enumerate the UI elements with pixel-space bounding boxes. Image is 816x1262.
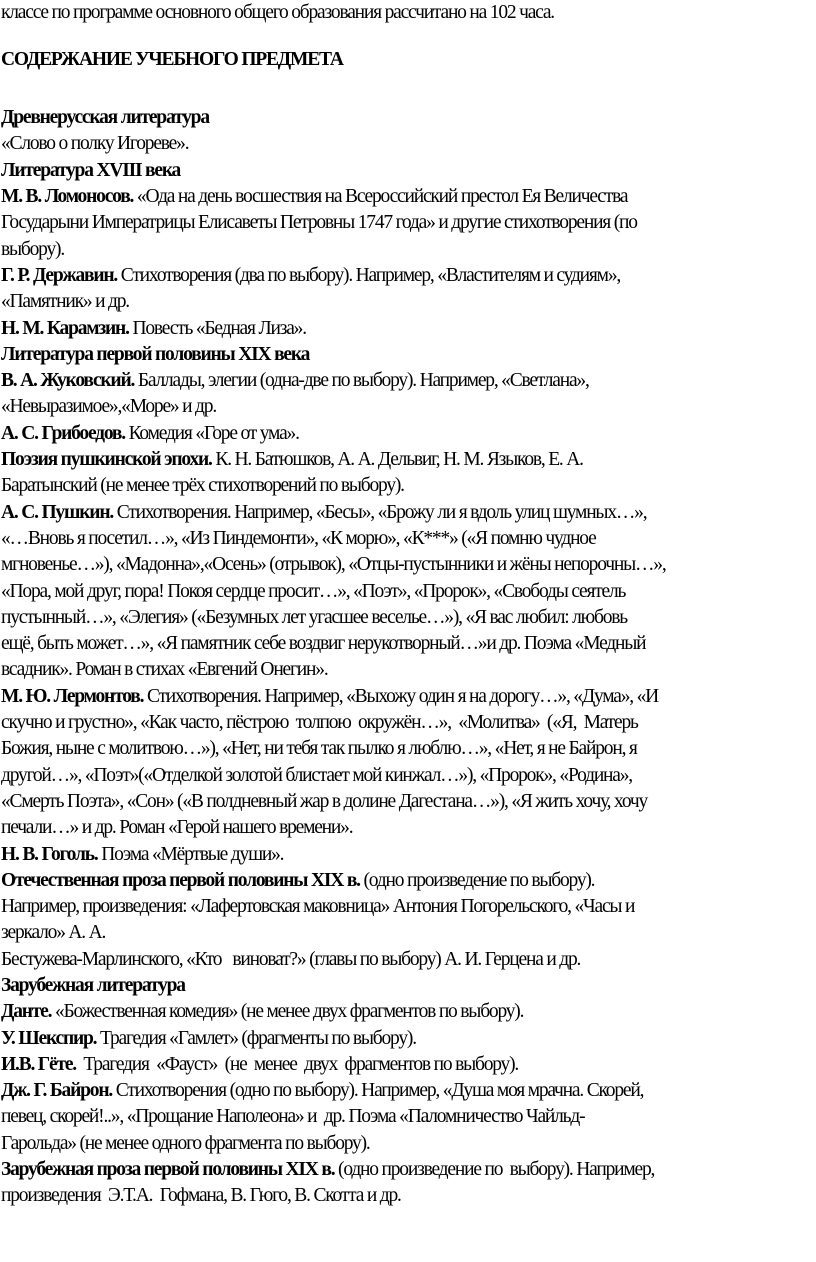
text-line: Трагедия «Фауст» (не менее двух фрагментов по выбору). xyxy=(75,1053,519,1075)
text-line: Трагедия «Гамлет» (фрагменты по выбору). xyxy=(96,1027,416,1049)
paragraph-byron xyxy=(1,1078,816,1104)
text-line: Стихотворения (два по выбору). Например, «Властителям и судиям», xyxy=(117,264,621,286)
text-line: Баратынский (не менее трёх стихотворений по выбору). xyxy=(1,475,404,497)
text-line: всадник». Роман в стихах «Евгений Онегин». xyxy=(1,659,328,681)
author-name: А. С. Грибоедов. xyxy=(1,422,125,444)
text-line: «Смерть Поэта», «Сон» («В полдневный жар в долине Дагестана…»), «Я жить хочу, хочу xyxy=(1,790,648,812)
paragraph-zhukovsky xyxy=(1,368,816,394)
author-name: Данте. xyxy=(1,1001,52,1023)
text-line: певец, скорей!..», «Прощание Наполеона» и др. Поэма «Паломничество Чайльд- xyxy=(1,1106,585,1128)
text-line: «Невыразимое»,«Море» и др. xyxy=(1,396,216,418)
paragraph-pushkin xyxy=(1,500,816,526)
text-line: Гарольда» (не менее одного фрагмента по выбору). xyxy=(1,1132,370,1154)
author-name: У. Шекспир. xyxy=(1,1027,97,1049)
text-line: Стихотворения. Например, «Выхожу один я на дорогу…», «Дума», «И xyxy=(143,685,659,707)
text-line: выбору). xyxy=(1,238,64,260)
heading-foreign: Зарубежная литература xyxy=(1,974,185,996)
text-line: печали…» и др. Роман «Герой нашего времени». xyxy=(1,817,353,839)
author-name: Н. В. Гоголь. xyxy=(1,843,98,865)
heading-xviii: Литература XVIII века xyxy=(1,159,181,181)
text-line: Баллады, элегии (одна-две по выбору). Например, «Светлана», xyxy=(134,370,589,392)
text-line: «…Вновь я посетил…», «Из Пиндемонти», «К морю», «К***» («Я помню чудное xyxy=(1,527,596,549)
heading-old-russian: Древнерусская литература xyxy=(1,107,209,129)
paragraph-gogol xyxy=(1,842,816,868)
text-line: К. Н. Батюшков, А. А. Дельвиг, Н. М. Языков, Е. А. xyxy=(211,449,583,471)
author-name: Г. Р. Державин. xyxy=(1,264,118,286)
paragraph-russian-prose xyxy=(1,868,816,894)
text-line: Поэма «Мёртвые души». xyxy=(97,843,284,865)
text-line: скучно и грустно», «Как часто, пёстрою толпою окружён…», «Молитва» («Я, Матерь xyxy=(1,712,638,734)
text-line: «Ода на день восшествия на Всероссийский престол Ея Величества xyxy=(133,186,628,208)
author-name: Дж. Г. Байрон. xyxy=(1,1080,113,1102)
text-line: Божия, ныне с молитвою…»), «Нет, ни тебя так пылко я люблю…», «Нет, я не Байрон, я xyxy=(1,738,637,760)
intro-line: классе по программе основного общего образования рассчитано на 102 часа. xyxy=(1,2,554,23)
text-line: (одно произведение по выбору). Например, xyxy=(334,1159,655,1181)
text-line: (одно произведение по выбору). xyxy=(359,869,595,891)
heading-xix-first-half: Литература первой половины XIX века xyxy=(1,343,310,365)
author-name: А. С. Пушкин. xyxy=(1,501,114,523)
author-name: М. Ю. Лермонтов. xyxy=(1,685,144,707)
paragraph-foreign-prose xyxy=(1,1157,816,1183)
paragraph-goethe xyxy=(1,1052,816,1078)
text-line: ещё, быть может…», «Я памятник себе воздвиг нерукотворный…»и др. Поэма «Медный xyxy=(1,633,646,655)
paragraph-griboedov xyxy=(1,421,816,447)
text-line: зеркало» А. А. xyxy=(1,922,106,944)
text-line: другой…», «Поэт»(«Отделкой золотой блистает мой кинжал…»), «Пророк», «Родина», xyxy=(1,764,632,786)
text-line: «Памятник» и др. xyxy=(1,291,129,313)
section-label: Отечественная проза первой половины XIX в. xyxy=(1,869,360,891)
text-line: Стихотворения. Например, «Бесы», «Брожу ли я вдоль улиц шумных…», xyxy=(113,501,647,523)
author-name: В. А. Жуковский. xyxy=(1,370,135,392)
text-line: Государыни Императрицы Елисаветы Петровны 1747 года» и другие стихотворения (по xyxy=(1,212,637,234)
text-line: произведения Э.Т.А. Гофмана, В. Гюго, В. Скотта и др. xyxy=(1,1185,401,1207)
section-label: Зарубежная проза первой половины XIX в. xyxy=(1,1159,335,1181)
author-name: М. В. Ломоносов. xyxy=(1,186,134,208)
text-line: «Пора, мой друг, пора! Покоя сердце просит…», «Поэт», «Пророк», «Свободы сеятель xyxy=(1,580,626,602)
paragraph-pushkin-epoch xyxy=(1,447,816,473)
text-line: Комедия «Горе от ума». xyxy=(124,422,299,444)
section-title: СОДЕРЖАНИЕ УЧЕБНОГО ПРЕДМЕТА xyxy=(1,48,343,70)
blank-line xyxy=(1,79,816,105)
paragraph-lomonosov xyxy=(1,184,816,210)
text-line: «Слово о полку Игореве». xyxy=(1,133,189,155)
text-line: Стихотворения (одно по выбору). Например, «Душа моя мрачна. Скорей, xyxy=(112,1080,644,1102)
text-line: Например, произведения: «Лафертовская маковница» Антония Погорельского, «Часы и xyxy=(1,896,635,918)
text-line: мгновенье…»), «Мадонна»,«Осень» (отрывок), «Отцы-пустынники и жёны непорочны…», xyxy=(1,554,666,576)
author-name: Н. М. Карамзин. xyxy=(1,317,129,339)
text-line: Бестужева-Марлинского, «Кто виноват?» (главы по выбору) А. И. Герцена и др. xyxy=(1,948,581,970)
text-line: пустынный…», «Элегия» («Безумных лет угасшее веселье…»), «Я вас любил: любовь xyxy=(1,606,627,628)
paragraph-karamzin xyxy=(1,316,816,342)
text-line: «Божественная комедия» (не менее двух фрагментов по выбору). xyxy=(51,1001,524,1023)
paragraph-dante xyxy=(1,999,816,1025)
section-label: Поэзия пушкинской эпохи. xyxy=(1,449,212,471)
author-name: И.В. Гёте. xyxy=(1,1053,76,1075)
paragraph-shakespeare xyxy=(1,1026,816,1052)
text-line: Повесть «Бедная Лиза». xyxy=(128,317,306,339)
paragraph-derzhavin xyxy=(1,263,816,289)
paragraph-lermontov xyxy=(1,684,816,710)
